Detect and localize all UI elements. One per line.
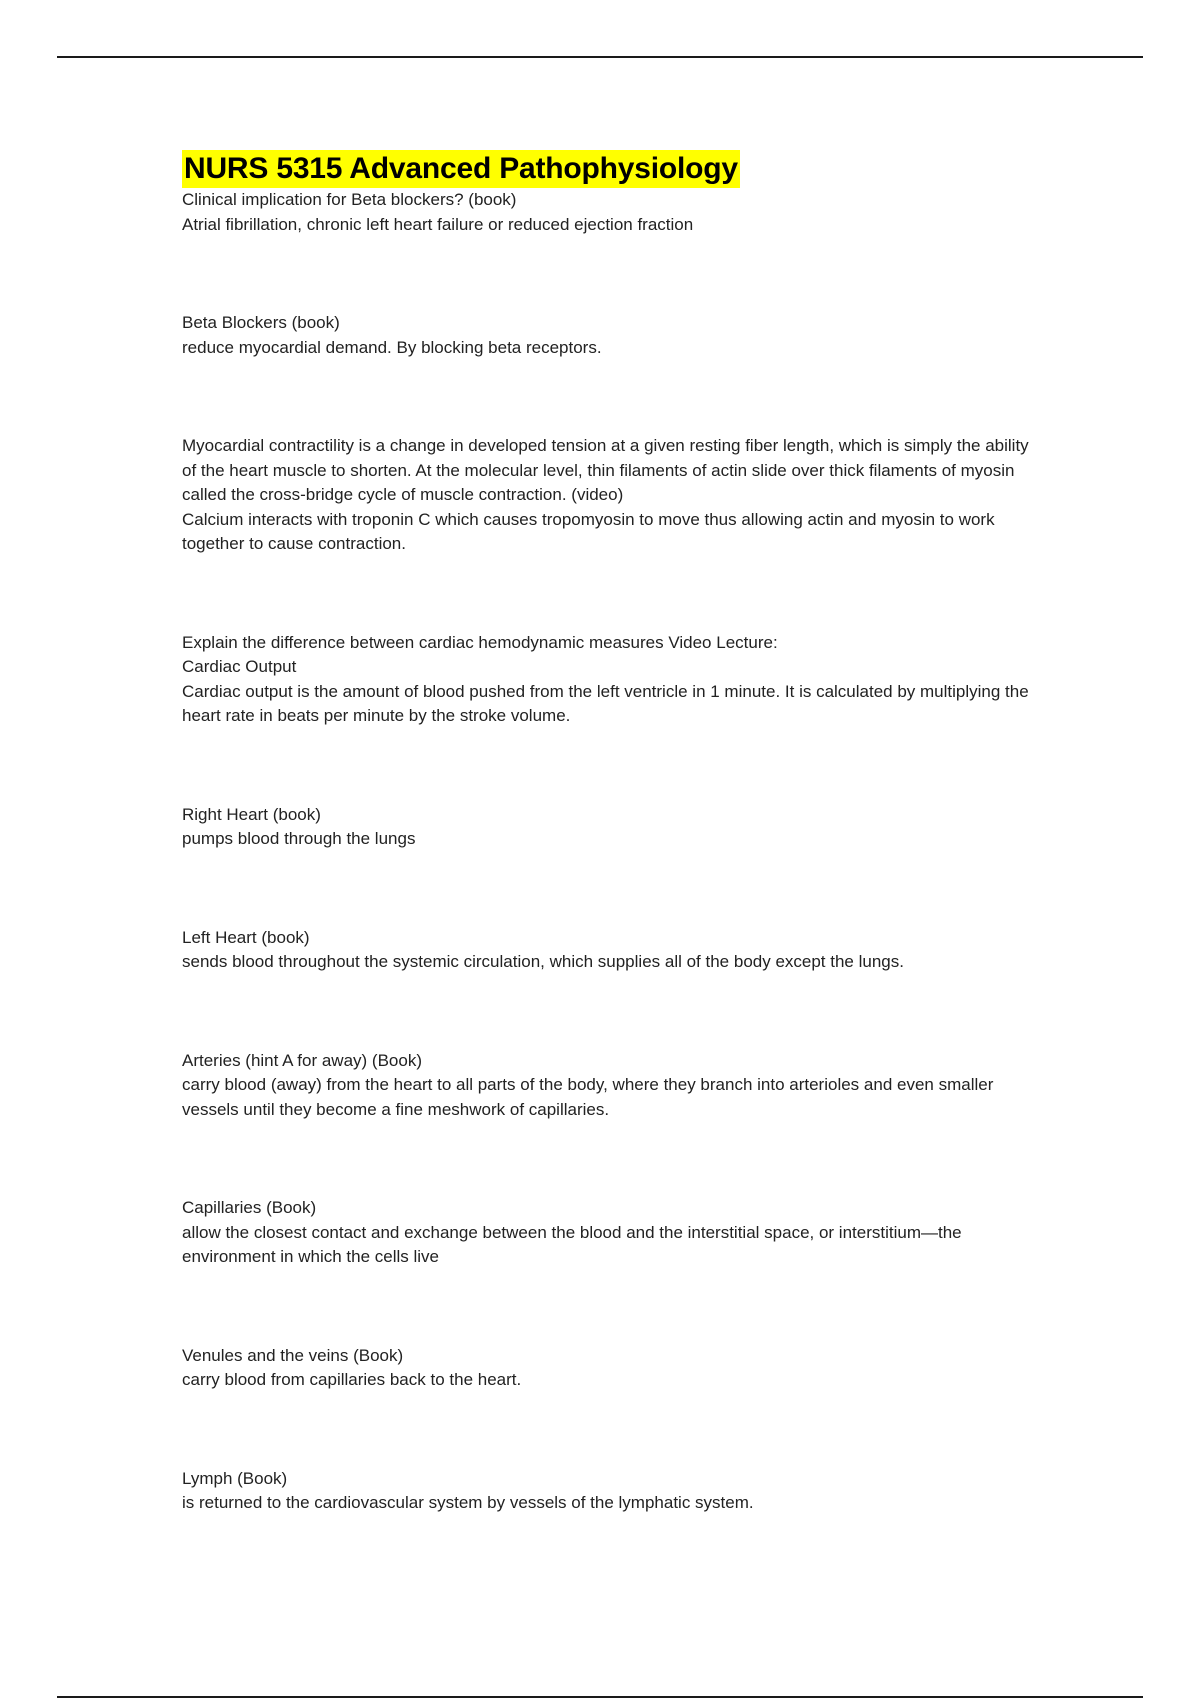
entry-left-heart [182,926,1032,975]
entry-answer: Atrial fibrillation, chronic left heart failure or reduced ejection fraction [182,214,694,234]
bottom-rule [57,1696,1143,1698]
entry-answer: carry blood from capillaries back to the heart. [182,1370,522,1389]
entry-answer: reduce myocardial demand. By blocking beta receptors. [182,337,602,357]
entry-answer: carry blood (away) from the heart to all parts of the body, where they branch into arterioles and even smaller vessels until they become a fine meshwork of capillaries. [182,1075,994,1119]
entry-question: Right Heart (book) [182,804,321,824]
entry-answer: is returned to the cardiovascular system by vessels of the lymphatic system. [182,1493,754,1512]
entry-myocardial-contractility [182,434,1032,557]
entry-question: Capillaries (Book) [182,1198,317,1217]
entry-arteries [182,1049,1032,1123]
entry-subheading: Cardiac Output [182,657,297,676]
document-body [182,150,1032,1516]
entry-beta-blockers [182,311,1032,360]
entry-capillaries [182,1196,1032,1270]
entry-question: Arteries (hint A for away) (Book) [182,1050,422,1070]
entry-answer: Cardiac output is the amount of blood pushed from the left ventricle in 1 minute. It is calculated by multiplying the heart rate in beats per minute by the stroke volume. [182,681,1029,725]
entry-beta-blockers-clinical [182,188,1032,237]
entry-question: Explain the difference between cardiac hemodynamic measures Video Lecture: [182,632,778,652]
entry-lymph [182,1467,1032,1516]
entry-paragraph: Myocardial contractility is a change in developed tension at a given resting fiber length, which is simply the ability of the heart muscle to shorten. At the molecular level, thin filaments of actin slide over thick filaments of myosin called the cross-bridge cycle of muscle contraction. (video) [182,436,1029,504]
entry-answer: allow the closest contact and exchange between the blood and the interstitial space, or interstitium—the environment in which the cells live [182,1222,962,1266]
entry-question: Beta Blockers (book) [182,313,340,332]
entry-cardiac-hemodynamics [182,631,1032,729]
entry-question: Lymph (Book) [182,1468,288,1488]
entry-answer: pumps blood through the lungs [182,829,416,848]
entry-question: Clinical implication for Beta blockers? (book) [182,190,517,209]
document-title: NURS 5315 Advanced Pathophysiology [182,150,740,188]
entry-answer: sends blood throughout the systemic circulation, which supplies all of the body except the lungs. [182,952,904,971]
entry-question: Venules and the veins (Book) [182,1345,404,1365]
entry-paragraph: Calcium interacts with troponin C which causes tropomyosin to move thus allowing actin and myosin to work together to cause contraction. [182,509,995,553]
entry-question: Left Heart (book) [182,927,310,947]
entry-venules-veins [182,1344,1032,1393]
entry-right-heart [182,803,1032,852]
top-rule [57,56,1143,58]
